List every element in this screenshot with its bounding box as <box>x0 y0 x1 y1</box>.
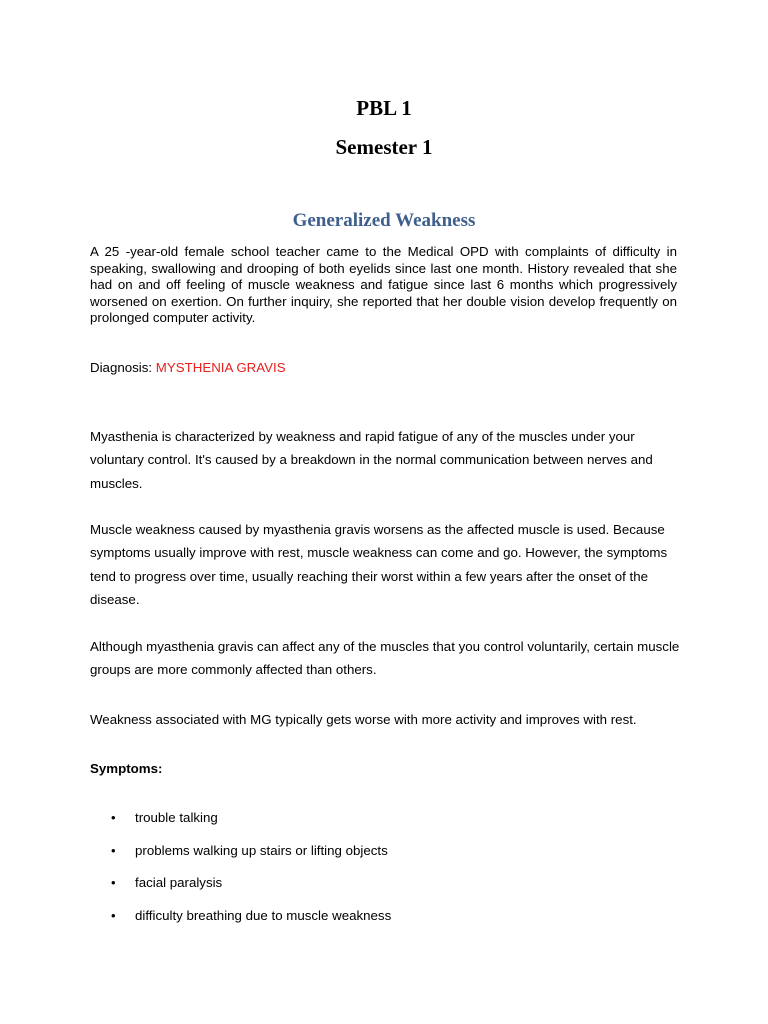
symptom-text: problems walking up stairs or lifting objects <box>135 843 388 858</box>
body-paragraph: Myasthenia is characterized by weakness and rapid fatigue of any of the muscles under your voluntary control. It's caused by a breakdown in the normal communication between nerves and muscles. <box>90 429 653 491</box>
section-heading: Generalized Weakness <box>292 210 476 231</box>
symptom-text: trouble talking <box>135 810 218 825</box>
list-item <box>0 809 600 827</box>
diagnosis-line <box>90 359 286 376</box>
list-item <box>0 874 600 892</box>
symptoms-heading: Symptoms: <box>90 761 163 776</box>
document-title: PBL 1 <box>356 96 412 120</box>
document-subtitle: Semester 1 <box>335 135 433 159</box>
list-item <box>0 907 600 925</box>
symptom-text: difficulty breathing due to muscle weakness <box>135 908 392 923</box>
body-paragraph: Although myasthenia gravis can affect any of the muscles that you control voluntarily, certain muscle groups are more commonly affected than others. <box>90 639 680 678</box>
body-paragraph: Muscle weakness caused by myasthenia gravis worsens as the affected muscle is used. Because symptoms usually improve with rest, muscle weakness can come and go. However, the symptoms tend to progress over time, usually reaching their worst within a few years after the onset of the disease. <box>90 522 668 607</box>
bullet-icon: • <box>111 843 116 858</box>
bullet-icon: • <box>111 908 116 923</box>
body-paragraph: Weakness associated with MG typically gets worse with more activity and improves with rest. <box>90 712 637 727</box>
diagnosis-label: Diagnosis: <box>90 360 156 375</box>
bullet-icon: • <box>111 810 116 825</box>
list-item <box>0 842 600 860</box>
bullet-icon: • <box>111 875 116 890</box>
symptom-text: facial paralysis <box>135 875 223 890</box>
case-intro-paragraph: A 25 -year-old female school teacher came to the Medical OPD with complaints of difficulty in speaking, swallowing and drooping of both eyelids since last one month. History revealed that she had on and off feeling of muscle weakness and fatigue since last 6 months which progressively worsened on exertion. On further inquiry, she reported that her double vision develop frequently on prolonged computer activity. <box>90 244 677 326</box>
diagnosis-value: MYSTHENIA GRAVIS <box>155 360 286 375</box>
